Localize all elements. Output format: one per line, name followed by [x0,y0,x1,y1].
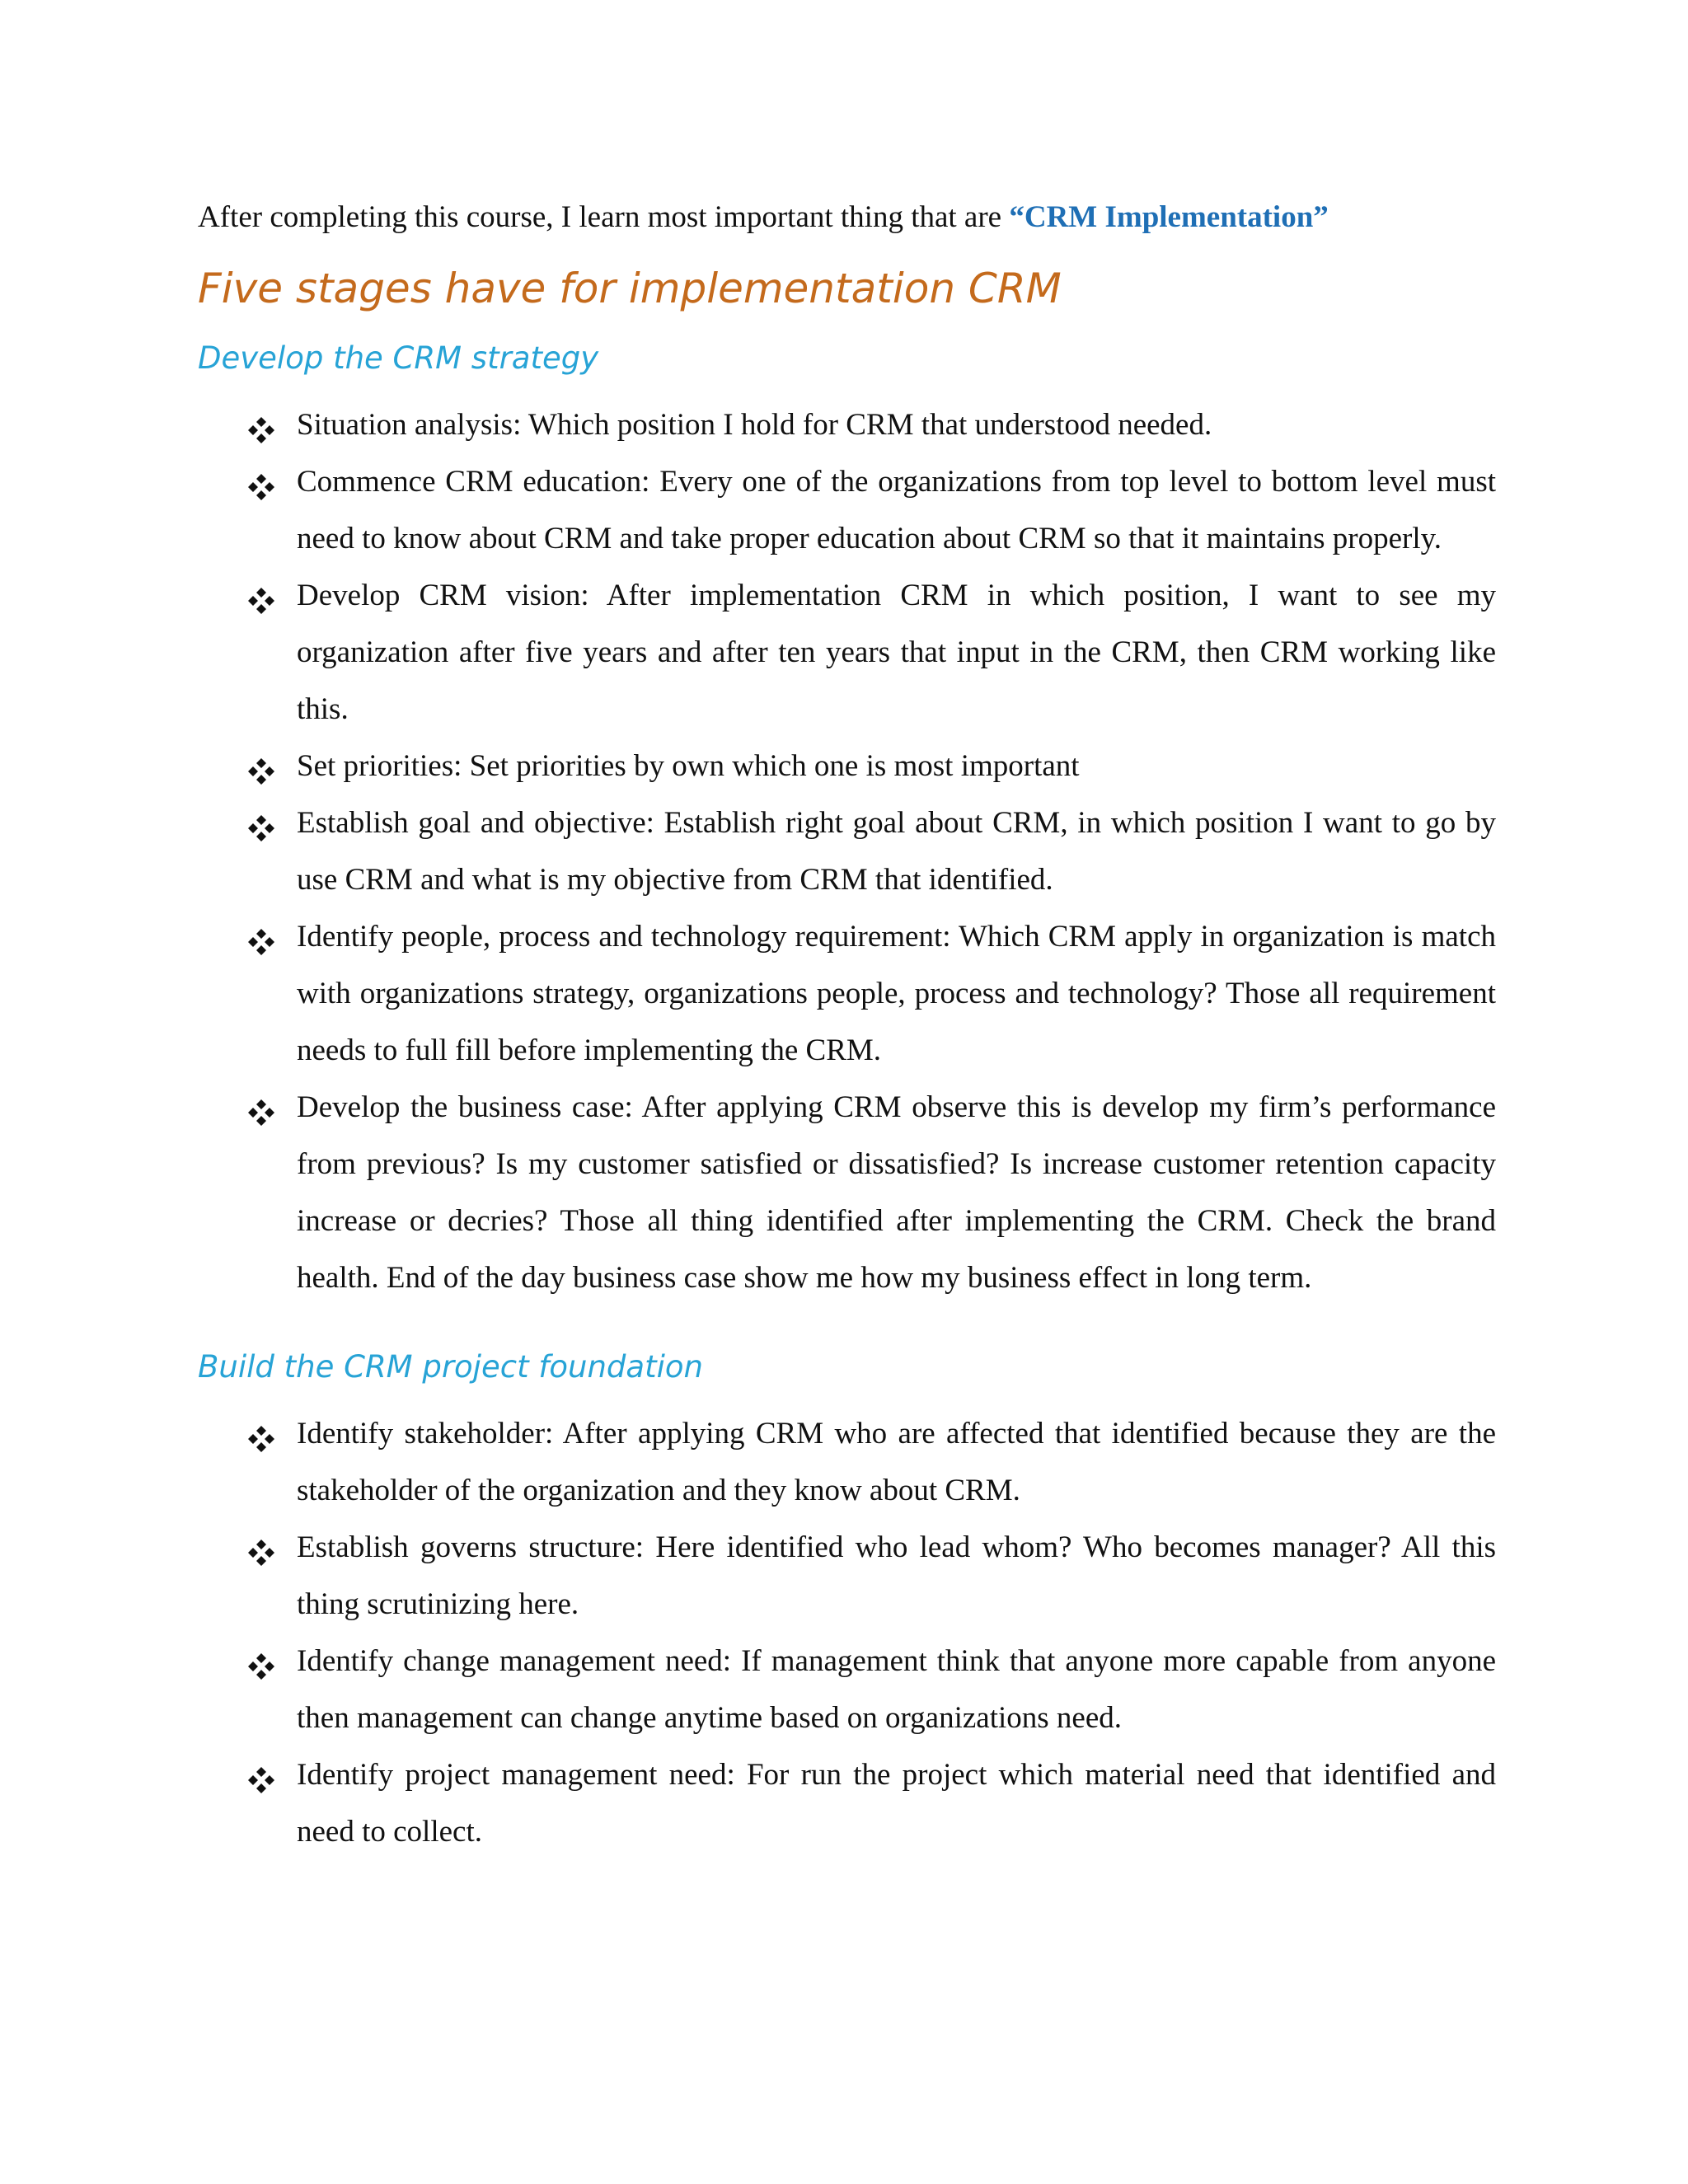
section-title-foundation: Build the CRM project foundation [198,1349,703,1385]
intro-text: After completing this course, I learn most important thing that are [198,200,1010,234]
document-page [198,194,1496,1860]
list-item [198,1079,1496,1306]
list-item-text: Identify change management need: If management think that anyone more capable from anyone then management can change anytime based on organizations need. [297,1644,1496,1735]
bullet-list-strategy [198,396,1496,1306]
list-item-text: Establish governs structure: Here identified who lead whom? Who becomes manager? All this thing scrutinizing here. [297,1530,1496,1621]
list-item [198,1405,1496,1519]
intro-paragraph [198,194,1496,241]
list-item [198,1633,1496,1746]
list-item [198,908,1496,1079]
bullet-list-foundation [198,1405,1496,1860]
section-title-strategy: Develop the CRM strategy [198,340,599,376]
four-diamond-bullet-icon [247,1099,275,1127]
list-item [198,453,1496,567]
four-diamond-bullet-icon [247,473,275,501]
list-item-text: Develop the business case: After applying CRM observe this is develop my firm’s performance from previous? Is my customer satisfied or dissatisfied? Is increase customer retention capacity increase or decries? Those all thing identified after implementing the CRM. Check the brand health. End of the day business case show me how my business effect in long term. [297,1090,1496,1295]
main-title: Five stages have for implementation CRM [198,265,1062,312]
four-diamond-bullet-icon [247,416,275,444]
four-diamond-bullet-icon [247,814,275,842]
four-diamond-bullet-icon [247,1539,275,1567]
four-diamond-bullet-icon [247,928,275,956]
list-item-text: Establish goal and objective: Establish right goal about CRM, in which position I want to go by use CRM and what is my objective from CRM that identified. [297,806,1496,897]
list-item [198,738,1496,794]
list-item [198,794,1496,908]
list-item [198,1746,1496,1860]
list-item-text: Identify stakeholder: After applying CRM who are affected that identified because they are the stakeholder of the organization and they know about CRM. [297,1417,1496,1507]
list-item-text: Develop CRM vision: After implementation CRM in which position, I want to see my organization after five years and after ten years that input in the CRM, then CRM working like this. [297,579,1496,726]
four-diamond-bullet-icon [247,1652,275,1680]
intro-highlight: “CRM Implementation” [1009,200,1329,234]
four-diamond-bullet-icon [247,1766,275,1794]
list-item-text: Identify project management need: For run the project which material need that identified and need to collect. [297,1758,1496,1849]
list-item-text: Set priorities: Set priorities by own which one is most important [297,749,1080,783]
list-item [198,567,1496,738]
list-item-text: Identify people, process and technology requirement: Which CRM apply in organization is match with organizations strategy, organizations people, process and technology? Those all requirement needs to full fill before implementing the CRM. [297,920,1496,1067]
four-diamond-bullet-icon [247,757,275,785]
list-item [198,396,1496,453]
list-item-text: Situation analysis: Which position I hold for CRM that understood needed. [297,408,1212,442]
list-item [198,1519,1496,1633]
four-diamond-bullet-icon [247,587,275,615]
list-item-text: Commence CRM education: Every one of the organizations from top level to bottom level must need to know about CRM and take proper education about CRM so that it maintains properly. [297,465,1496,555]
four-diamond-bullet-icon [247,1425,275,1453]
